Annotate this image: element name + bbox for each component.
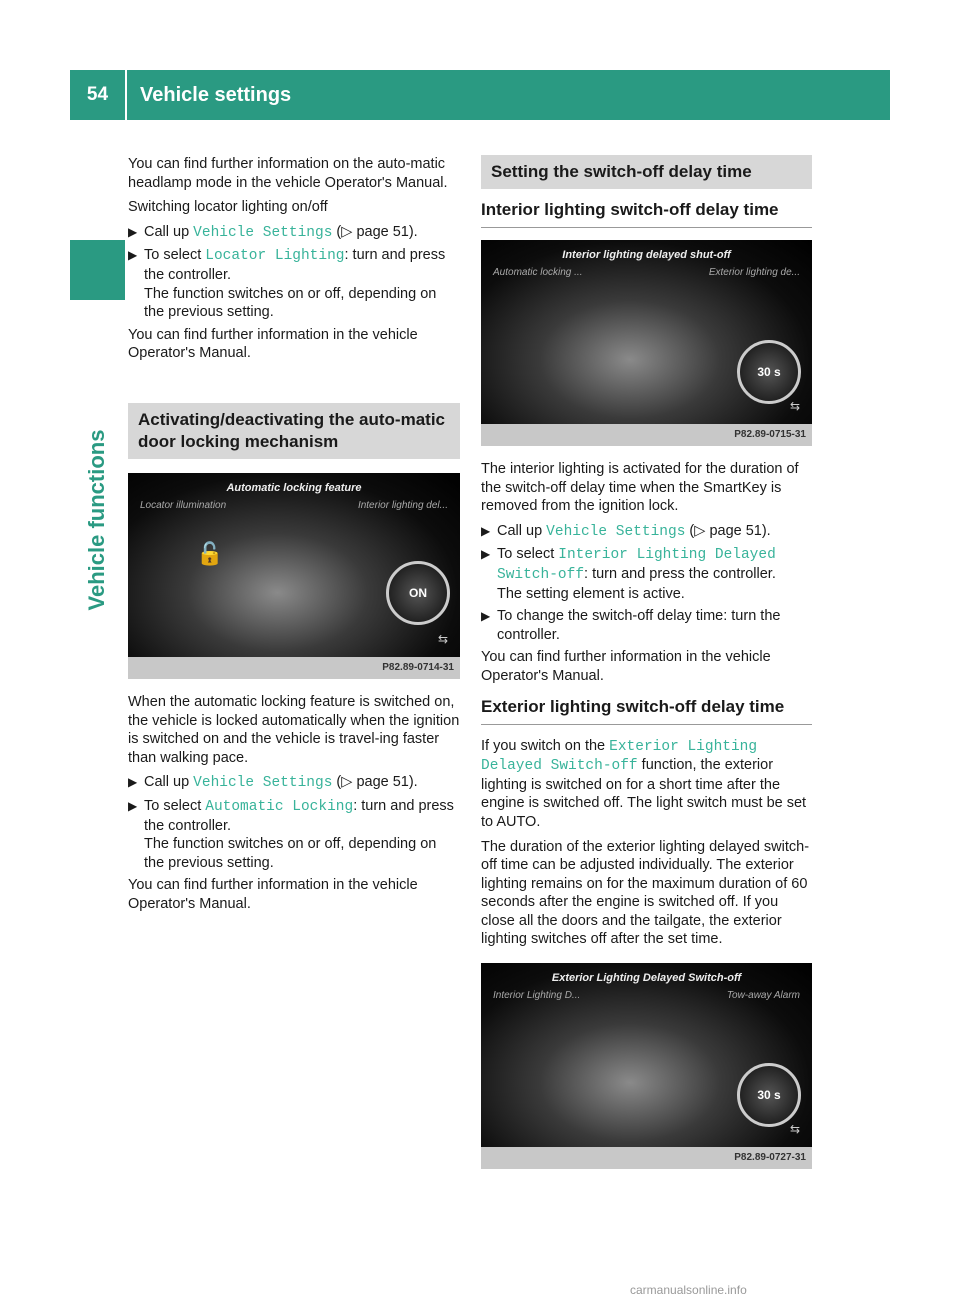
- step-arrow-icon: ▶: [128, 798, 138, 813]
- back-icon: ⇆: [789, 399, 800, 414]
- menu-link-vehicle-settings[interactable]: Vehicle Settings: [193, 224, 333, 241]
- back-icon: ⇆: [789, 1122, 800, 1137]
- paragraph: When the automatic locking feature is switched on, the vehicle is locked automatically when the ignition is switched on and the vehicle is travel-ing faster than walking pace.: [128, 693, 460, 766]
- delay-dial: 30 s: [737, 340, 801, 404]
- sidebar-label: Vehicle functions: [84, 429, 109, 611]
- watermark: carmanualsonline.info: [630, 1283, 747, 1297]
- section-heading: Setting the switch-off delay time: [481, 155, 812, 189]
- step-item: ▶ Call up Vehicle Settings (▷ page 51).: [128, 774, 418, 792]
- toggle-dial: ON: [386, 561, 450, 625]
- header-divider: [125, 70, 127, 120]
- screenshot-interior-lighting: Interior lighting delayed shut-off Automatic locking ... Exterior lighting de... 30 s ⇆ P82.89-0715-31: [481, 240, 812, 446]
- step-arrow-icon: ▶: [481, 547, 491, 562]
- menu-link-locator-lighting[interactable]: Locator Lighting: [205, 248, 345, 265]
- step-item: ▶ To select Interior Lighting Delayed Switch-off: turn and press the controller. The setting element is active.: [481, 546, 776, 602]
- delay-dial: 30 s: [737, 1063, 801, 1127]
- step-item: ▶ Call up Vehicle Settings (▷ page 51).: [128, 223, 418, 241]
- paragraph: You can find further information in the vehicle Operator's Manual.: [128, 877, 418, 912]
- step-item: ▶ To select Locator Lighting: turn and press the controller. The function switches on or off, depending on the previous setting.: [128, 247, 446, 321]
- paragraph: If you switch on the Exterior Lighting Delayed Switch-off function, the exterior lighting is switched on for a short time after the engine is switched off. The light switch must be set to AUTO.: [481, 737, 807, 830]
- page-number: 54: [86, 84, 109, 105]
- paragraph: You can find further information in the vehicle Operator's Manual.: [481, 649, 771, 684]
- step-item: ▶ Call up Vehicle Settings (▷ page 51).: [481, 522, 771, 540]
- screenshot-automatic-locking: Automatic locking feature Locator illumination Interior lighting del... 🔓 ON ⇆ P82.89-0714-31: [128, 473, 460, 679]
- paragraph: You can find further information in the vehicle Operator's Manual.: [128, 326, 418, 362]
- menu-link-vehicle-settings[interactable]: Vehicle Settings: [546, 523, 686, 540]
- paragraph: The interior lighting is activated for the duration of the switch-off delay time when the SmartKey is removed from the ignition lock.: [481, 461, 799, 515]
- menu-link-automatic-locking[interactable]: Automatic Locking: [205, 798, 354, 815]
- sub-heading: Exterior lighting switch-off delay time: [481, 696, 812, 725]
- menu-link-exterior-lighting-delayed[interactable]: Exterior Lighting Delayed Switch-off: [481, 738, 758, 775]
- menu-link-interior-lighting-delayed[interactable]: Interior Lighting Delayed Switch-off: [497, 547, 776, 583]
- step-item: ▶ To change the switch-off delay time: turn the controller.: [481, 608, 781, 643]
- unlock-icon: 🔓: [196, 540, 224, 566]
- right-column: [481, 155, 812, 1169]
- sub-heading: Interior lighting switch-off delay time: [481, 199, 812, 228]
- page-title: Vehicle settings: [140, 84, 292, 106]
- step-arrow-icon: ▶: [128, 775, 138, 790]
- menu-link-vehicle-settings[interactable]: Vehicle Settings: [193, 775, 333, 792]
- step-arrow-icon: ▶: [481, 609, 491, 624]
- back-icon: ⇆: [437, 632, 448, 647]
- paragraph: You can find further information on the auto-matic headlamp mode in the vehicle Operator's Manual.: [128, 156, 448, 191]
- left-column: [128, 155, 460, 919]
- step-arrow-icon: ▶: [481, 523, 491, 538]
- step-item: ▶ To select Automatic Locking: turn and press the controller. The function switches on or off, depending on the previous setting.: [128, 797, 454, 871]
- paragraph: The duration of the exterior lighting delayed switch-off time can be adjusted individually. The exterior lighting remains on for the maximum duration of 60 seconds after the engine is switched off. If you close all the doors and the tailgate, the exterior lighting switches off after the set time.: [481, 838, 810, 948]
- step-arrow-icon: ▶: [128, 224, 138, 239]
- side-tab-marker: [70, 240, 125, 300]
- section-heading: Activating/deactivating the auto-matic door locking mechanism: [128, 403, 460, 459]
- screenshot-exterior-lighting: Exterior Lighting Delayed Switch-off Interior Lighting D... Tow-away Alarm 30 s ⇆ P82.89-0727-31: [481, 963, 812, 1169]
- paragraph: Switching locator lighting on/off: [128, 199, 328, 216]
- step-arrow-icon: ▶: [128, 248, 138, 263]
